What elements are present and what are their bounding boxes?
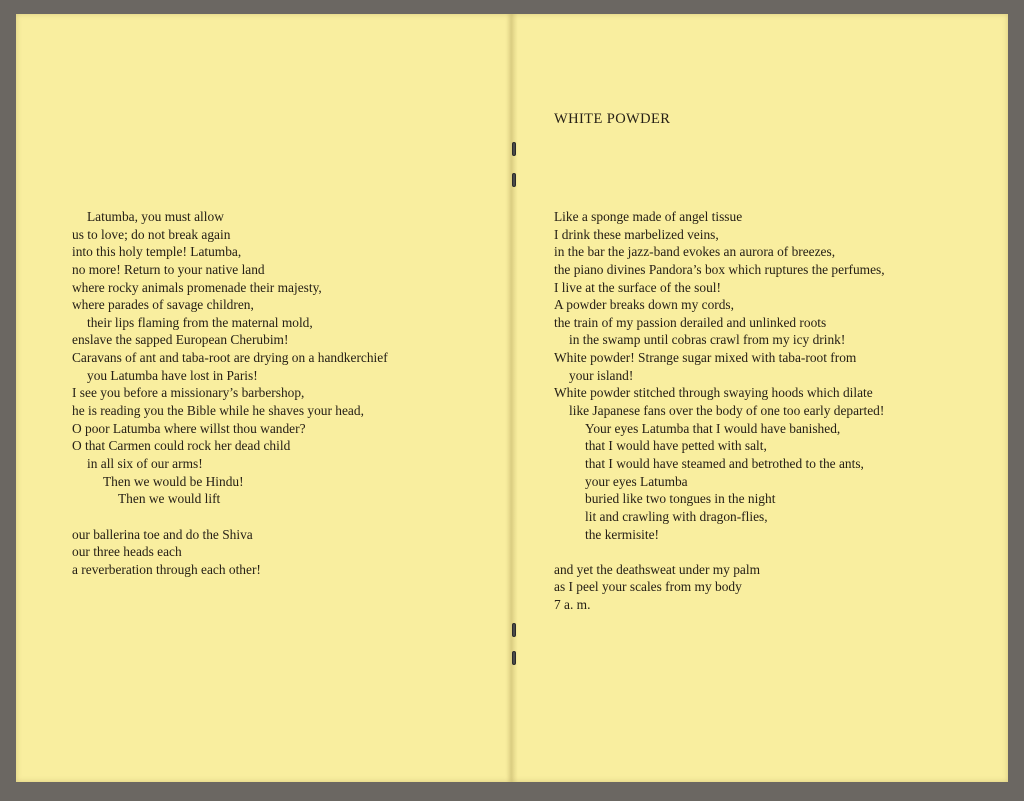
poem-line: the kermisite!	[585, 526, 659, 542]
poem-line: Your eyes Latumba that I would have banished,	[585, 420, 841, 436]
poem-line: buried like two tongues in the night	[585, 491, 776, 507]
binding-stitch-icon	[512, 651, 516, 665]
right-poem	[554, 208, 885, 614]
poem-line: I live at the surface of the soul!	[554, 279, 721, 295]
poem-line: A powder breaks down my cords,	[554, 297, 734, 313]
poem-line: White powder! Strange sugar mixed with taba-root from	[554, 350, 857, 366]
poem-line: Then we would be Hindu!	[103, 473, 244, 489]
poem-line: your eyes Latumba	[585, 473, 688, 489]
poem-line: Caravans of ant and taba-root are drying on a handkerchief	[72, 350, 388, 366]
poem-line: in the bar the jazz-band evokes an aurora of breezes,	[554, 244, 836, 260]
poem-line: in the swamp until cobras crawl from my icy drink!	[569, 332, 846, 348]
poem-line: our ballerina toe and do the Shiva	[72, 526, 253, 542]
poem-line: that I would have petted with salt,	[585, 438, 767, 454]
stanza-break	[554, 543, 885, 561]
stanza-break	[72, 508, 388, 526]
poem-line: the train of my passion derailed and unlinked roots	[554, 314, 827, 330]
poem-line: Then we would lift	[118, 491, 221, 507]
poem-line: White powder stitched through swaying hoods which dilate	[554, 385, 873, 401]
poem-line: where rocky animals promenade their majesty,	[72, 279, 322, 295]
poem-line: the piano divines Pandora’s box which ruptures the perfumes,	[554, 261, 885, 277]
poem-line: that I would have steamed and betrothed to the ants,	[585, 455, 864, 471]
binding-stitch-icon	[512, 623, 516, 637]
poem-title: WHITE POWDER	[554, 111, 671, 127]
poem-line: no more! Return to your native land	[72, 261, 265, 277]
poem-line: and yet the deathsweat under my palm	[554, 561, 760, 577]
poem-line: in all six of our arms!	[87, 455, 203, 471]
poem-line: lit and crawling with dragon-flies,	[585, 508, 768, 524]
poem-line: I see you before a missionary’s barbershop,	[72, 385, 305, 401]
poem-line: you Latumba have lost in Paris!	[87, 367, 258, 383]
poem-line: into this holy temple! Latumba,	[72, 244, 242, 260]
poem-line: O that Carmen could rock her dead child	[72, 438, 291, 454]
poem-line: your island!	[569, 367, 634, 383]
binding-stitch-icon	[512, 142, 516, 156]
poem-line: O poor Latumba where willst thou wander?	[72, 420, 306, 436]
poem-line: I drink these marbelized veins,	[554, 226, 719, 242]
poem-line: a reverberation through each other!	[72, 561, 261, 577]
left-poem	[72, 208, 388, 578]
poem-line: Latumba, you must allow	[87, 209, 224, 224]
poem-line: like Japanese fans over the body of one too early departed!	[569, 403, 885, 419]
poem-line: us to love; do not break again	[72, 226, 231, 242]
poem-line: as I peel your scales from my body	[554, 579, 742, 595]
poem-line: their lips flaming from the maternal mold,	[87, 314, 313, 330]
book-gutter	[506, 14, 518, 782]
poem-line: 7 a. m.	[554, 597, 591, 613]
poem-line: where parades of savage children,	[72, 297, 254, 313]
poem-line: enslave the sapped European Cherubim!	[72, 332, 289, 348]
poem-line: Like a sponge made of angel tissue	[554, 209, 743, 224]
binding-stitch-icon	[512, 173, 516, 187]
poem-line: he is reading you the Bible while he shaves your head,	[72, 403, 364, 419]
poem-line: our three heads each	[72, 544, 182, 560]
